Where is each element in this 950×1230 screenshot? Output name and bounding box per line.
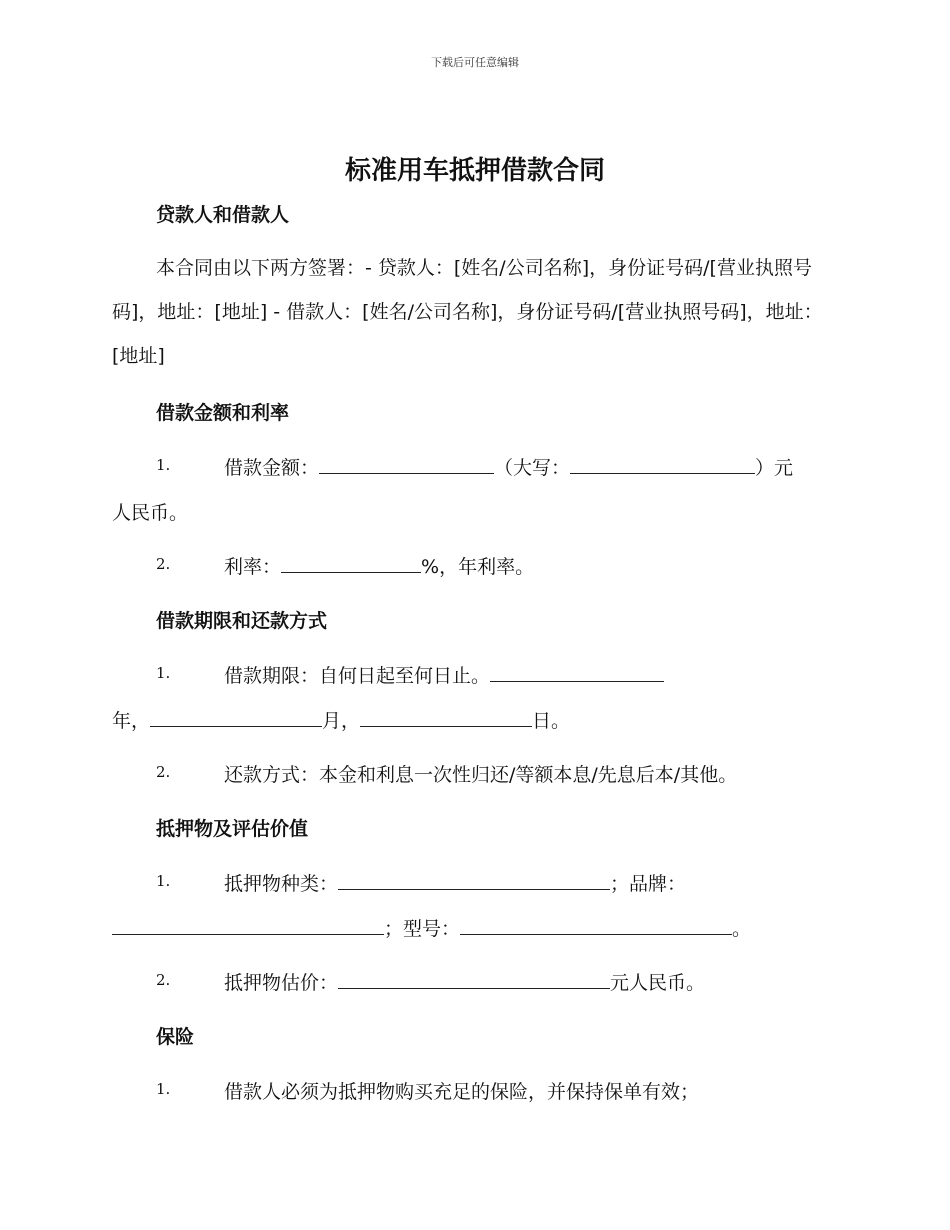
section-heading-amount: 借款金额和利率 bbox=[156, 402, 290, 424]
month-blank[interactable] bbox=[150, 708, 322, 727]
repayment-method-text: 还款方式：本金和利息一次性归还/等额本息/先息后本/其他。 bbox=[224, 764, 738, 786]
parties-paragraph: 本合同由以下两方签署：- 贷款人：[姓名/公司名称]，身份证号码/[营业执照号码]，地址：[地址] - 借款人：[姓名/公司名称]，身份证号码/[营业执照号码]，地址：[地址] bbox=[112, 257, 823, 367]
interest-rate-blank[interactable] bbox=[281, 554, 421, 573]
collateral-type-label: 抵押物种类： bbox=[224, 873, 339, 895]
model-label: ；型号： bbox=[384, 918, 461, 940]
collateral-item-1-continuation bbox=[112, 914, 751, 941]
page-header-note: 下载后可任意编辑 bbox=[431, 56, 519, 69]
term-item-1-continuation bbox=[112, 706, 570, 733]
list-text bbox=[224, 661, 664, 688]
interest-rate-unit: %，年利率。 bbox=[421, 556, 535, 578]
insurance-requirement-text: 借款人必须为抵押物购买充足的保险，并保持保单有效； bbox=[224, 1081, 700, 1103]
day-label: 日。 bbox=[532, 710, 571, 732]
list-number: 1. bbox=[156, 456, 171, 474]
brand-blank[interactable] bbox=[112, 916, 384, 935]
list-text bbox=[224, 869, 686, 896]
loan-amount-blank[interactable] bbox=[319, 455, 494, 474]
list-number: 2. bbox=[156, 763, 171, 781]
loan-amount-label: 借款金额： bbox=[224, 457, 320, 479]
collateral-value-label: 抵押物估价： bbox=[224, 972, 339, 994]
list-text bbox=[224, 552, 534, 579]
interest-rate-label: 利率： bbox=[224, 556, 282, 578]
loan-amount-words-label: （大写： bbox=[494, 457, 571, 479]
list-text bbox=[224, 453, 793, 480]
section-heading-parties: 贷款人和借款人 bbox=[156, 204, 290, 226]
section-heading-collateral: 抵押物及评估价值 bbox=[156, 818, 309, 840]
list-number: 1. bbox=[156, 1080, 171, 1098]
list-number: 2. bbox=[156, 971, 171, 989]
section-heading-term: 借款期限和还款方式 bbox=[156, 610, 328, 632]
loan-term-blank[interactable] bbox=[490, 663, 664, 682]
loan-amount-words-blank[interactable] bbox=[570, 455, 755, 474]
day-blank[interactable] bbox=[360, 708, 532, 727]
collateral-value-blank[interactable] bbox=[338, 970, 610, 989]
brand-label: ；品牌： bbox=[610, 873, 687, 895]
list-number: 2. bbox=[156, 555, 171, 573]
list-number: 1. bbox=[156, 872, 171, 890]
collateral-type-blank[interactable] bbox=[338, 871, 610, 890]
loan-amount-unit: ）元 bbox=[755, 457, 794, 479]
month-label: 月， bbox=[322, 710, 361, 732]
list-number: 1. bbox=[156, 664, 171, 682]
amount-item-1-continuation: 人民币。 bbox=[112, 502, 189, 524]
year-label: 年， bbox=[112, 710, 151, 732]
model-blank[interactable] bbox=[460, 916, 732, 935]
loan-term-label: 借款期限：自何日起至何日止。 bbox=[224, 665, 491, 687]
collateral-value-unit: 元人民币。 bbox=[610, 972, 706, 994]
document-title: 标准用车抵押借款合同 bbox=[344, 156, 605, 186]
section-heading-insurance: 保险 bbox=[156, 1026, 195, 1048]
list-text bbox=[224, 968, 705, 995]
model-end: 。 bbox=[732, 918, 752, 940]
